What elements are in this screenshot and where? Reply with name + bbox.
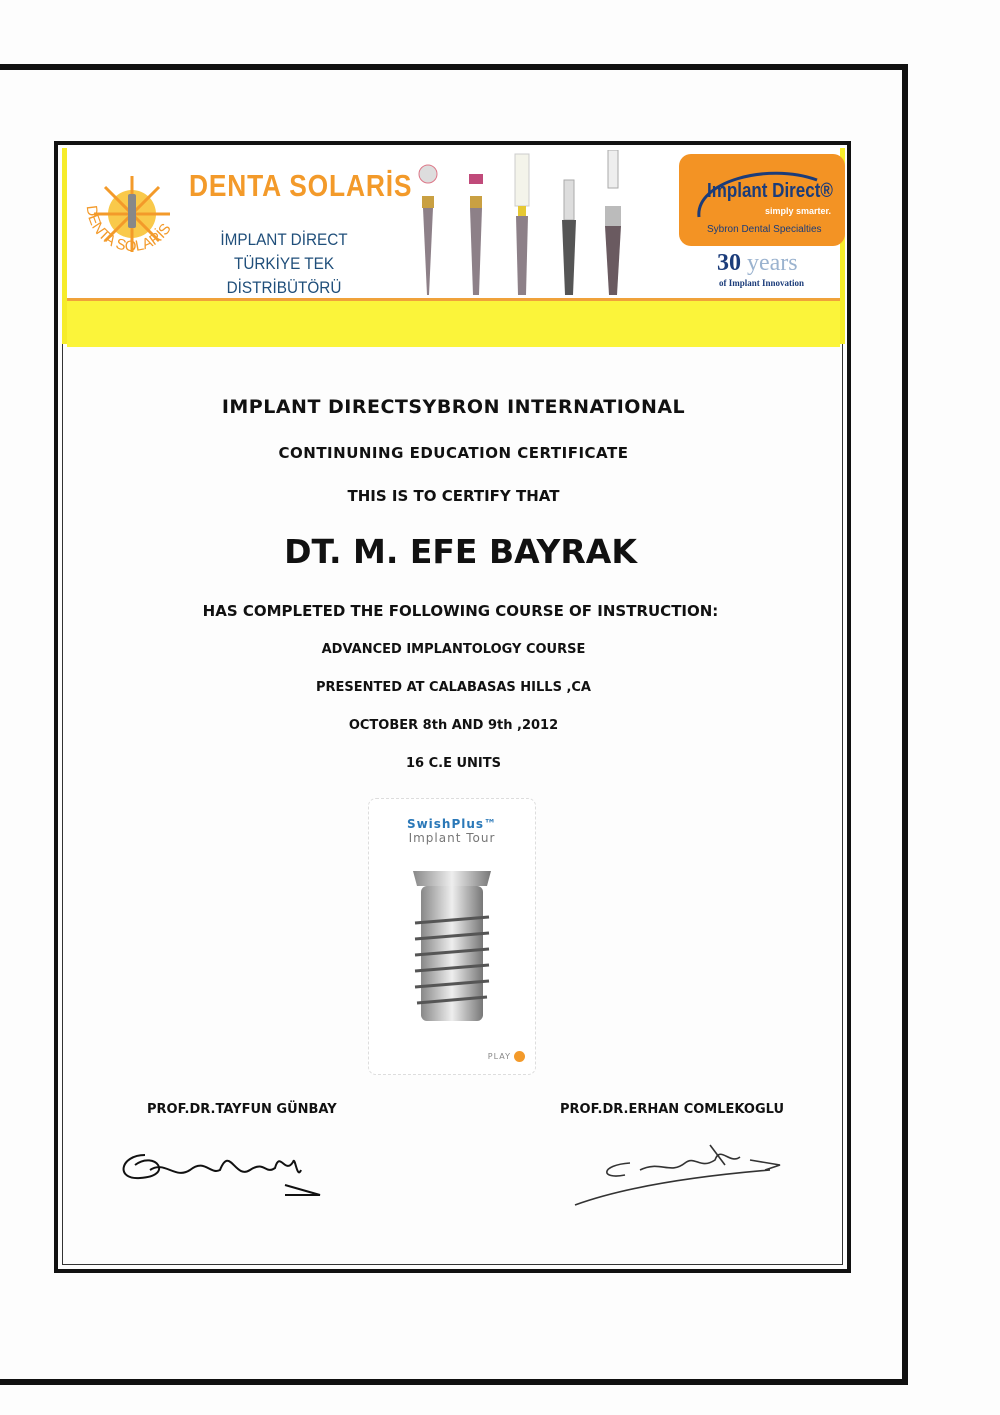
brand-subtitle [190,228,379,300]
partner-parent: Sybron Dental Specialties [707,224,822,235]
course-dates: OCTOBER 8th AND 9th ,2012 [348,718,559,733]
signatory-name-2: PROF.DR.ERHAN COMLEKOGLU [560,1102,784,1117]
brand-title: DENTA SOLARİS [189,168,413,203]
anniversary-sub: of Implant Innovation [719,278,805,288]
completed-text: HAS COMPLETED THE FOLLOWING COURSE OF INSTRUCTION: [202,602,719,620]
partner-name: Implant Direct® [707,180,833,202]
promo-subtitle: Implant Tour [408,831,496,845]
anniversary-badge [717,250,798,277]
organization: IMPLANT DIRECTSYBRON INTERNATIONAL [221,396,686,418]
course-location: PRESENTED AT CALABASAS HILLS ,CA [316,680,591,695]
partner-tagline: simply smarter. [764,206,831,216]
swishplus-promo [368,798,536,1075]
signatory-name-1: PROF.DR.TAYFUN GÜNBAY [147,1102,337,1117]
implant-direct-logo [679,154,845,246]
signature-2 [570,1135,790,1210]
signature-1 [115,1140,330,1200]
denta-solaris-sun-logo [77,166,187,276]
play-button[interactable] [488,1051,525,1062]
logo-arc-text: DENTA SOLARİS [82,204,175,256]
dental-implant-image [409,861,495,1031]
header-banner [62,148,845,344]
anniversary-number: 30 [717,250,741,276]
anniversary-word: years [747,250,798,276]
recipient-name: DT. M. EFE BAYRAK [284,532,637,571]
promo-title: SwishPlus™ [406,817,498,831]
play-icon [514,1051,525,1062]
subtitle-line-1: İMPLANT DİRECT [220,230,348,249]
subtitle-line-2: TÜRKİYE TEK DİSTRİBÜTÖRÜ [226,254,342,297]
course-name: ADVANCED IMPLANTOLOGY COURSE [321,642,586,657]
play-label: PLAY [487,1052,511,1061]
yellow-band [67,298,840,347]
ce-units: 16 C.E UNITS [405,756,501,771]
certificate-type: CONTINUNING EDUCATION CERTIFICATE [278,444,629,462]
implant-products-image [412,150,632,298]
intro-text: THIS IS TO CERTIFY THAT [347,487,560,505]
